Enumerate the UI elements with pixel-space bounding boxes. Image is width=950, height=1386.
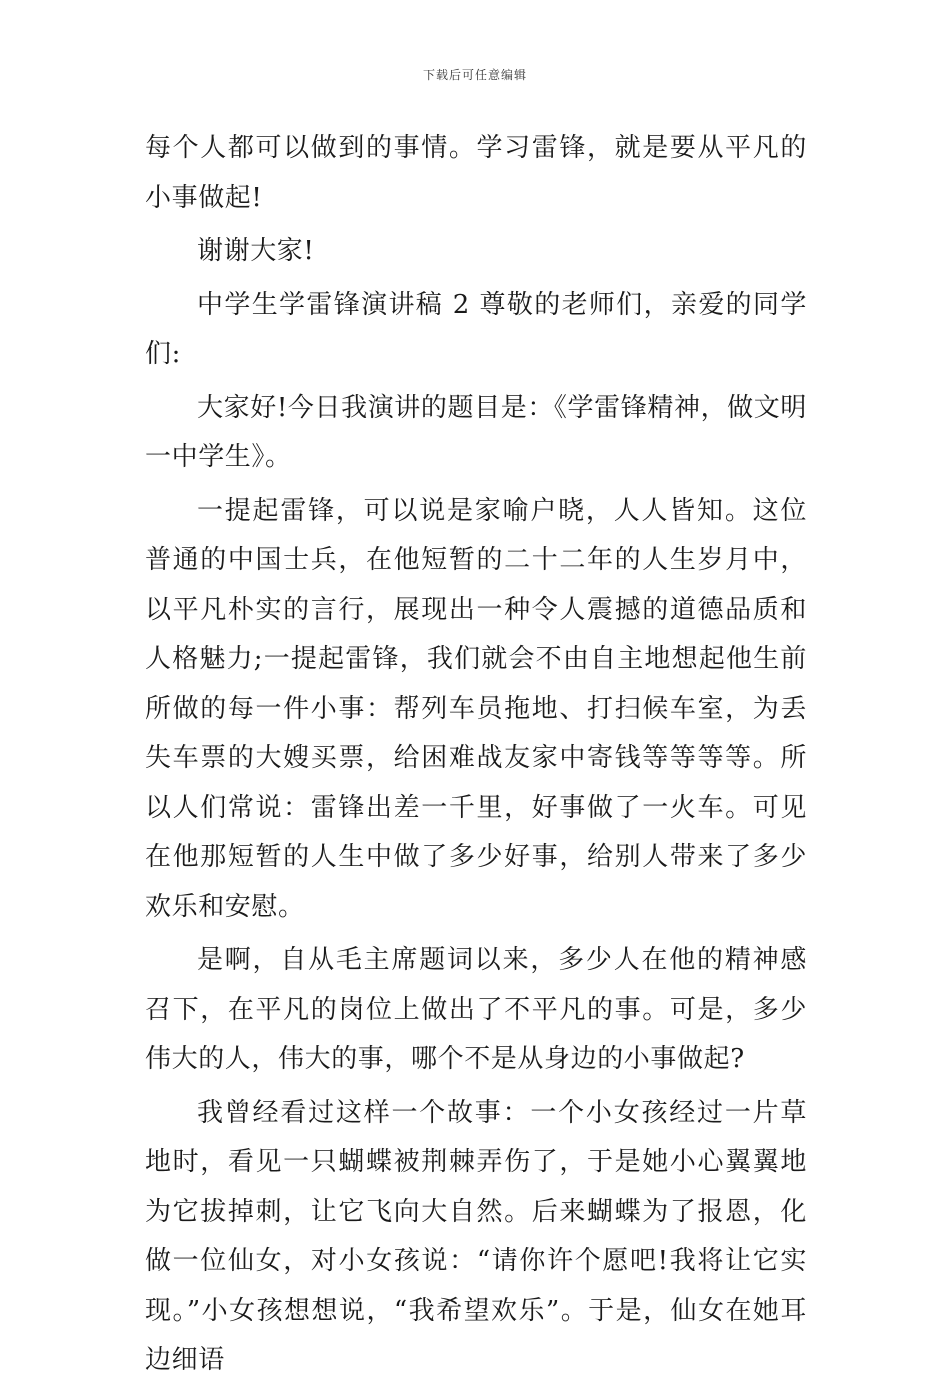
paragraph-leifeng-intro: 一提起雷锋，可以说是家喻户晓，人人皆知。这位普通的中国士兵，在他短暂的二十二年的人生岁月中，以平凡朴实的言行，展现出一种令人震撼的道德品质和人格魅力;一提起雷锋，我们就会不由自主地想起他生前所做的每一件小事：帮列车员拖地、打扫候车室，为丢失车票的大嫂买票，给困难战友家中寄钱等等等等。所以人们常说：雷锋出差一千里，好事做了一火车。可见在他那短暂的人生中做了多少好事，给别人带来了多少欢乐和安慰。 xyxy=(145,495,807,922)
paragraph-mao-inscription: 是啊，自从毛主席题词以来，多少人在他的精神感召下，在平凡的岗位上做出了不平凡的事。可是，多少伟大的人，伟大的事，哪个不是从身边的小事做起? xyxy=(145,945,807,1074)
paragraph-greeting: 大家好!今日我演讲的题目是：《学雷锋精神，做文明一中学生》。 xyxy=(145,392,807,472)
paragraph-butterfly-story: 我曾经看过这样一个故事：一个小女孩经过一片草地时，看见一只蝴蝶被荆棘弄伤了，于是她小心翼翼地为它拔掉刺，让它飞向大自然。后来蝴蝶为了报恩，化做一位仙女，对小女孩说：“请你许个愿吧!我将让它实现。”小女孩想想说，“我希望欢乐”。于是，仙女在她耳边细语 xyxy=(145,1097,807,1375)
paragraph-thanks: 谢谢大家! xyxy=(197,236,315,266)
document-body xyxy=(145,124,807,1386)
paragraph-continuation: 每个人都可以做到的事情。学习雷锋，就是要从平凡的小事做起! xyxy=(145,133,807,213)
paragraph-speech-title: 中学生学雷锋演讲稿 2 尊敬的老师们，亲爱的同学们: xyxy=(145,289,807,369)
page-header-note: 下载后可任意编辑 xyxy=(422,68,527,82)
